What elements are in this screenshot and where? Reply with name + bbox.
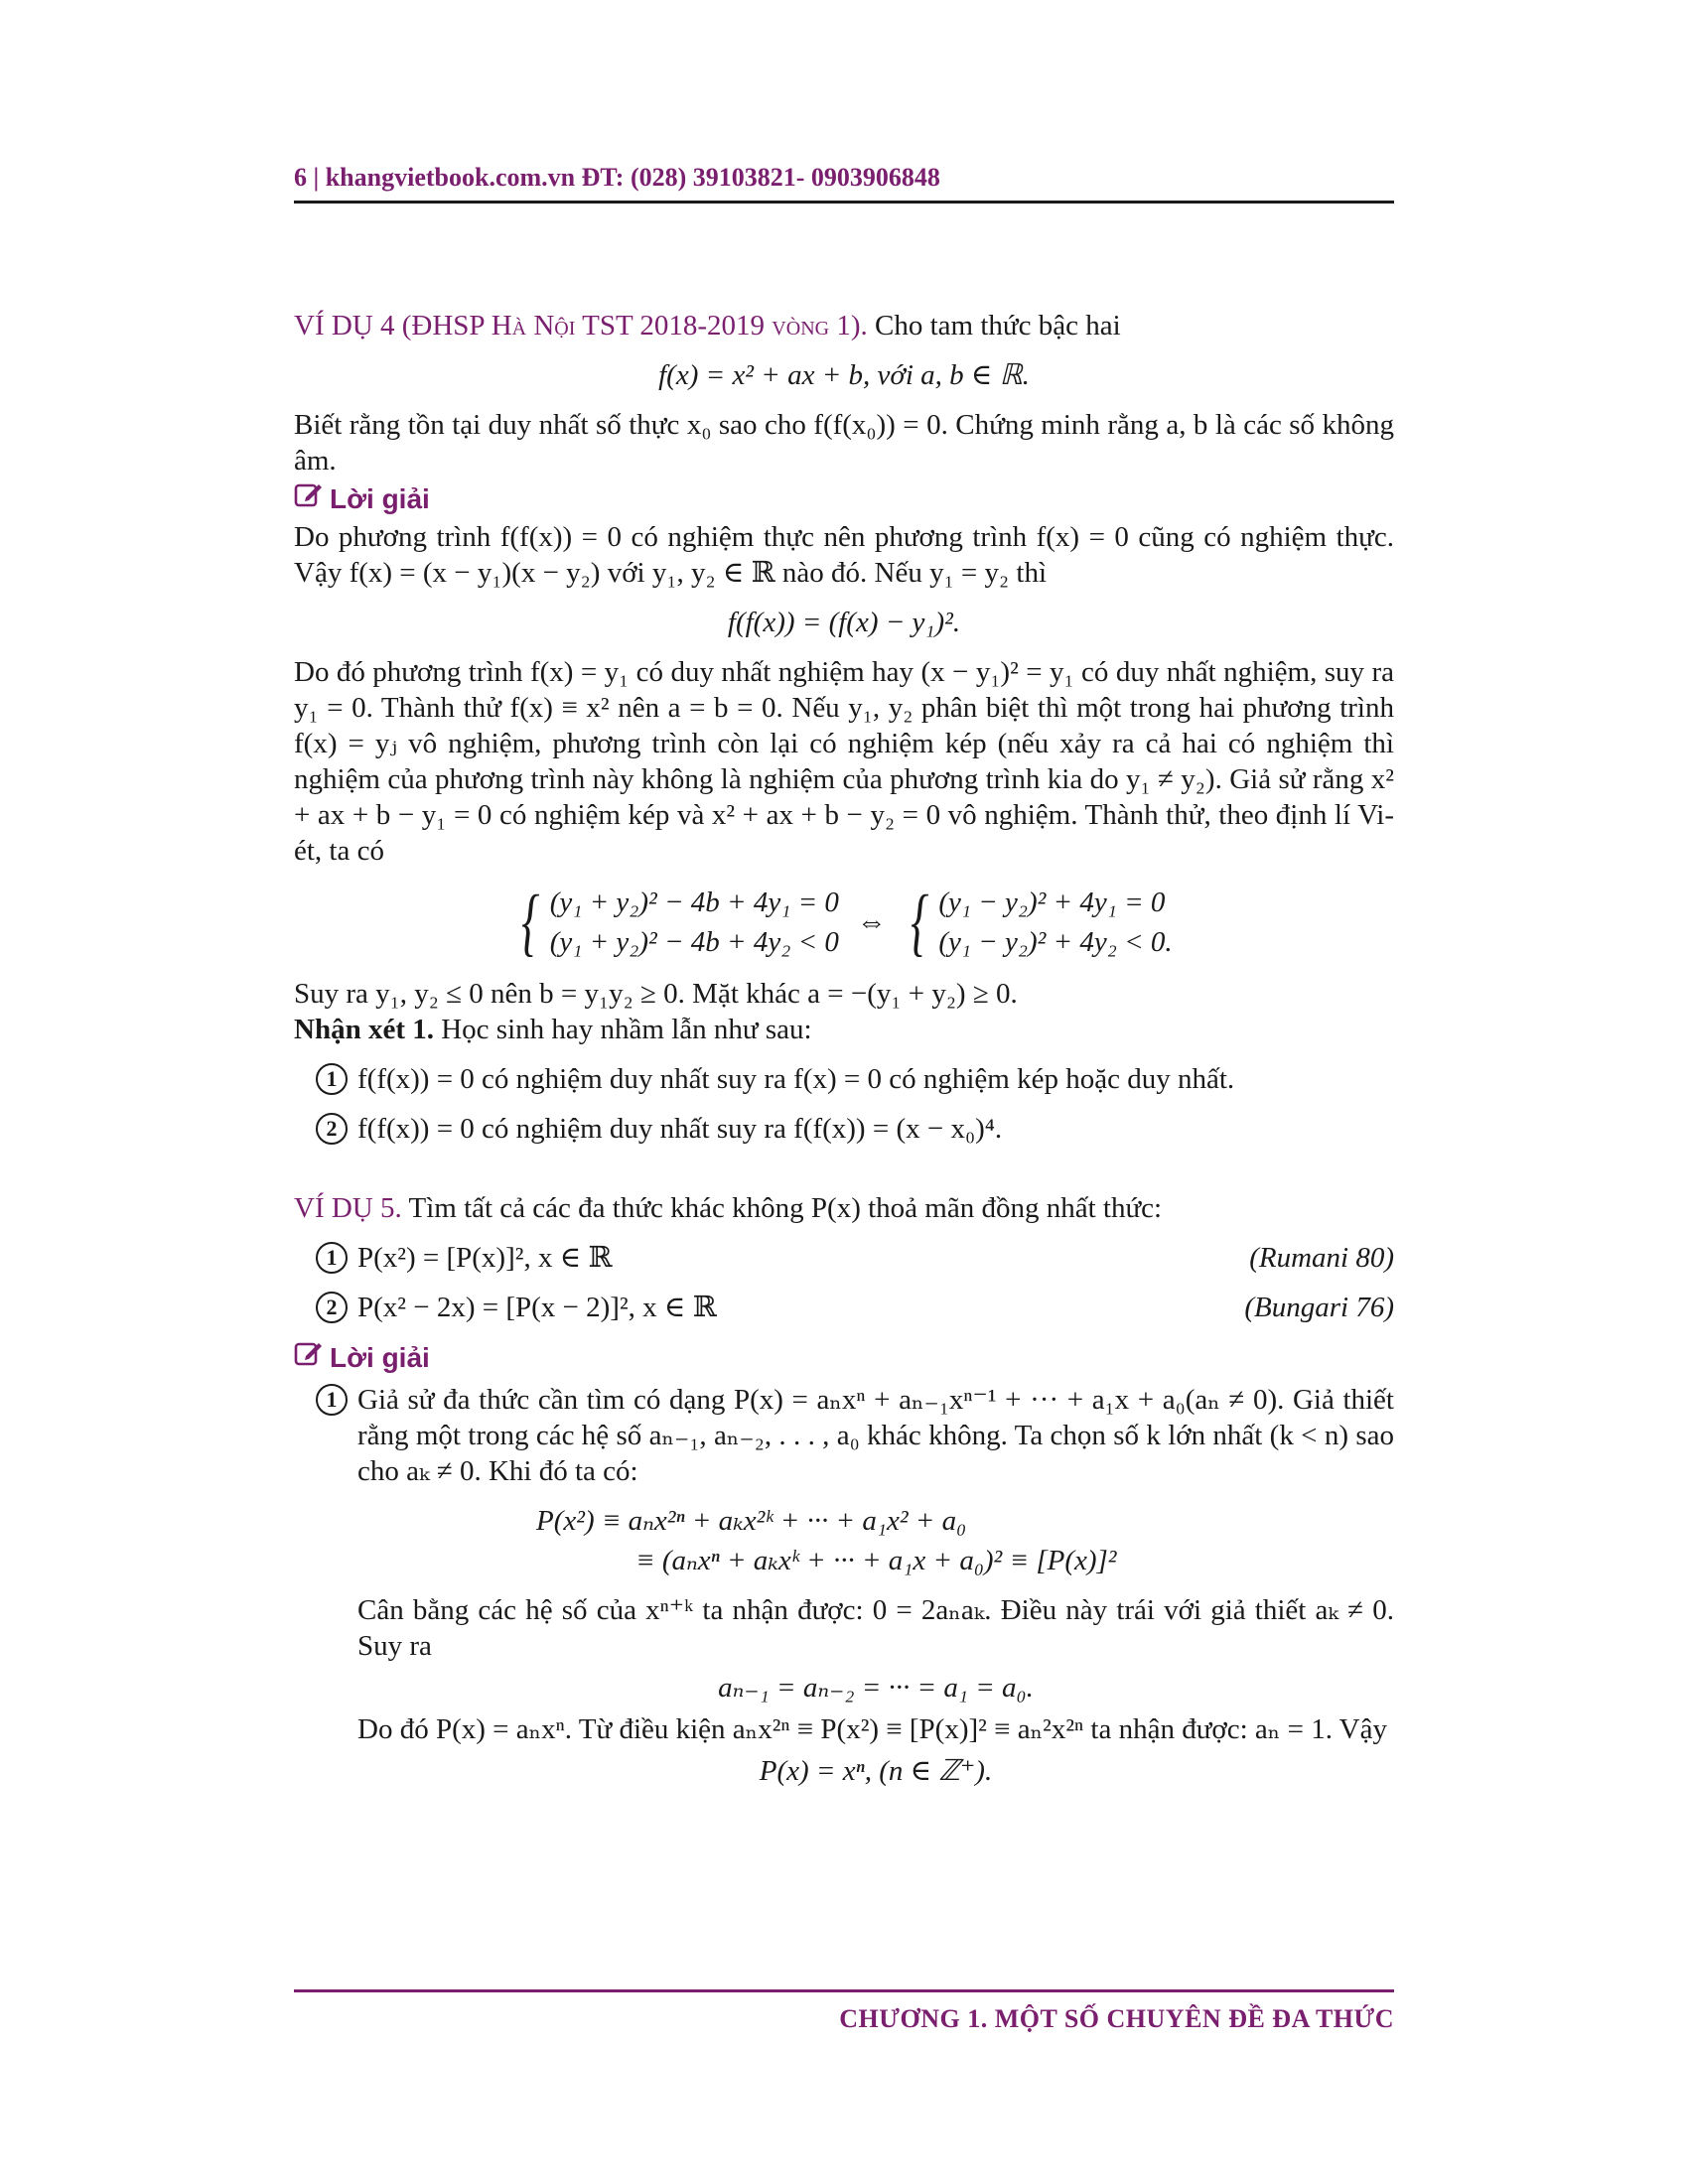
list-item: 1 f(f(x)) = 0 có nghiệm duy nhất suy ra f(x) = 0 có nghiệm kép hoặc duy nhất. bbox=[316, 1061, 1394, 1097]
list-item: 2 f(f(x)) = 0 có nghiệm duy nhất suy ra f(f(x)) = (x − x₀)⁴. bbox=[316, 1111, 1394, 1147]
remark-text: Học sinh hay nhầm lẫn như sau: bbox=[441, 1014, 812, 1045]
coefficients-equation: aₙ₋₁ = aₙ₋₂ = ··· = a₁ = a₀. bbox=[718, 1672, 1034, 1704]
page-content bbox=[294, 308, 1394, 1809]
remark bbox=[294, 1012, 1394, 1047]
solution-item: 1 Giả sử đa thức cần tìm có dạng P(x) = aₙxⁿ + aₙ₋₁xⁿ⁻¹ + ··· + a₁x + a₀(aₙ ≠ 0). Giả thiết rằng một trong các hệ số aₙ₋₁, aₙ₋₂, . . . , a₀ khác không. Ta chọn số k lớn nhất (k < n) sao cho aₖ ≠ 0. Khi đó ta có: P(x²) ≡ aₙx²ⁿ + aₖx²ᵏ + ··· + a₁x² + a₀ ≡ (aₙxⁿ + aₖxᵏ + ··· + a₁x + a₀)² ≡ [P(x)]² Cân bằng các hệ số của xⁿ⁺ᵏ ta nhận được: 0 = 2aₙaₖ. Điều này trái với giả thiết aₖ ≠ 0. Suy ra aₙ₋₁ = aₙ₋₂ = ··· = a₁ = a₀. Do đó P(x) = aₙxⁿ. Từ điều kiện aₙx²ⁿ ≡ P(x²) ≡ [P(x)]² ≡ aₙ²x²ⁿ ta nhận được: aₙ = 1. Vậy P(x) = xⁿ, (n ∈ ℤ⁺). bbox=[316, 1382, 1394, 1795]
solution-para1: Giả sử đa thức cần tìm có dạng P(x) = aₙxⁿ + aₙ₋₁xⁿ⁻¹ + ··· + a₁x + a₀(aₙ ≠ 0). Giả thiết rằng một trong các hệ số aₙ₋₁, aₙ₋₂, . . . , a₀ khác không. Ta chọn số k lớn nhất (k < n) sao cho aₖ ≠ 0. Khi đó ta có: bbox=[357, 1384, 1394, 1487]
example4-statement: Biết rằng tồn tại duy nhất số thực x₀ sao cho f(f(x₀)) = 0. Chứng minh rằng a, b là các số không âm. bbox=[294, 409, 1394, 477]
edit-icon bbox=[294, 480, 324, 517]
example4-solution-label: Lời giải bbox=[294, 480, 1394, 517]
right-brace: { bbox=[910, 881, 929, 964]
example4-heading: VÍ DỤ 4 (ĐHSP Hà Nội TST 2018-2019 vòng 1). bbox=[294, 310, 868, 341]
list-item: 2 P(x² − 2x) = [P(x − 2)]², x ∈ ℝ (Bungari 76) bbox=[316, 1290, 1394, 1325]
page-footer: CHƯƠNG 1. MỘT SỐ CHUYÊN ĐỀ ĐA THỨC bbox=[294, 1989, 1394, 2034]
solution-para2: Cân bằng các hệ số của xⁿ⁺ᵏ ta nhận được: 0 = 2aₙaₖ. Điều này trái với giả thiết aₖ ≠ 0. Suy ra bbox=[357, 1594, 1394, 1662]
system-right: (y₁ − y₂)² + 4y₁ = 0 (y₁ − y₂)² + 4y₂ < 0. bbox=[938, 887, 1173, 958]
example4-para1: Do phương trình f(f(x)) = 0 có nghiệm thực nên phương trình f(x) = 0 cũng có nghiệm thực. Vậy f(x) = (x − y₁)(x − y₂) với y₁, y₂ ∈ ℝ nào đó. Nếu y₁ = y₂ thì bbox=[294, 521, 1394, 589]
page-header: 6 | khangvietbook.com.vn ĐT: (028) 39103821- 0903906848 bbox=[294, 163, 1394, 204]
example4-formula: f(x) = x² + ax + b, với a, b ∈ ℝ. bbox=[658, 359, 1030, 391]
example4-intro bbox=[294, 308, 1394, 343]
example5-intro-text: Tìm tất cả các đa thức khác không P(x) thoả mãn đồng nhất thức: bbox=[408, 1192, 1163, 1224]
example5-solution-label: Lời giải bbox=[294, 1339, 1394, 1376]
example4-eq1: f(f(x)) = (f(x) − y₁)². bbox=[727, 607, 961, 638]
aligned-equations: P(x²) ≡ aₙx²ⁿ + aₖx²ᵏ + ··· + a₁x² + a₀ ≡ (aₙxⁿ + aₖxᵏ + ··· + a₁x + a₀)² ≡ [P(x)]² bbox=[536, 1505, 1117, 1576]
example5-intro bbox=[294, 1190, 1394, 1226]
system-left: (y₁ + y₂)² − 4b + 4y₁ = 0 (y₁ + y₂)² − 4b + 4y₂ < 0 bbox=[549, 887, 839, 958]
example4-para2: Do đó phương trình f(x) = y₁ có duy nhất nghiệm hay (x − y₁)² = y₁ có duy nhất nghiệm, suy ra y₁ = 0. Thành thử f(x) ≡ x² nên a = b = 0. Nếu y₁, y₂ phân biệt thì một trong hai phương trình f(x) = yⱼ vô nghiệm, phương trình còn lại có nghiệm kép (nếu xảy ra cả hai có nghiệm thì nghiệm của phương trình này không là nghiệm của phương trình kia do y₁ ≠ y₂). Giả sử rằng x² + ax + b − y₁ = 0 có nghiệm kép và x² + ax + b − y₂ = 0 vô nghiệm. Thành thử, theo định lí Vi-ét, ta có bbox=[294, 656, 1394, 867]
list-item: 1 P(x²) = [P(x)]², x ∈ ℝ (Rumani 80) bbox=[316, 1240, 1394, 1276]
final-equation: P(x) = xⁿ, (n ∈ ℤ⁺). bbox=[759, 1755, 993, 1787]
example4-system bbox=[294, 883, 1394, 962]
equivalence-symbol: ⇔ bbox=[856, 905, 887, 938]
edit-icon bbox=[294, 1339, 324, 1376]
example5-heading: VÍ DỤ 5. bbox=[294, 1192, 402, 1224]
remark-label: Nhận xét 1. bbox=[294, 1014, 434, 1045]
left-brace: { bbox=[521, 881, 540, 964]
solution-para3: Do đó P(x) = aₙxⁿ. Từ điều kiện aₙx²ⁿ ≡ P(x²) ≡ [P(x)]² ≡ aₙ²x²ⁿ ta nhận được: aₙ = 1. Vậy bbox=[357, 1713, 1387, 1745]
example4-conclusion: Suy ra y₁, y₂ ≤ 0 nên b = y₁y₂ ≥ 0. Mặt khác a = −(y₁ + y₂) ≥ 0. bbox=[294, 978, 1018, 1010]
example4-intro-text: Cho tam thức bậc hai bbox=[875, 310, 1121, 341]
